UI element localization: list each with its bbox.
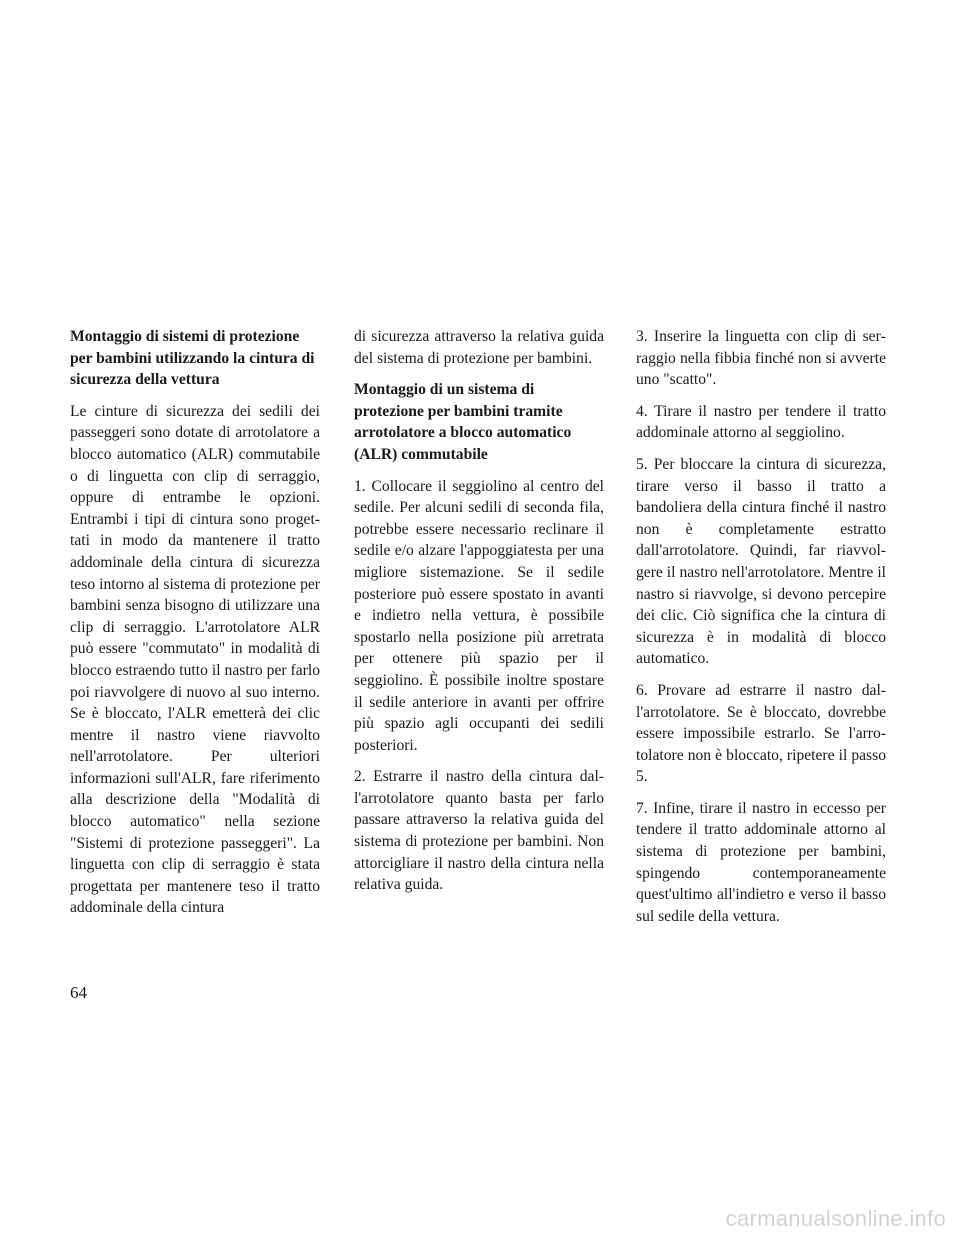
step-3: 3. Inserire la linguetta con clip di serraggio nella fibbia finché non si avverte uno "scatto".	[636, 328, 886, 389]
column-middle	[354, 326, 604, 906]
paragraph-continuation: di sicurezza attraverso la relativa guida del sistema di protezione per bambini.	[354, 328, 604, 367]
step-2: 2. Estrarre il nastro della cintura dall'arrotolatore quanto basta per farlo passare attraverso la relativa guida del sistema di protezione per bambini. Non attorcigliare il nastro della cintura nella relativa guida.	[354, 768, 604, 894]
column-right	[636, 326, 886, 937]
page-number: 64	[70, 983, 87, 1002]
step-5: 5. Per bloccare la cintura di sicurezza, tirare verso il basso il tratto a bandoliera della cintura finché il nastro non è completamente estratto dall'arrotolatore. Quindi, far riavvolgere il nastro nell'arrotolatore. Mentre il nastro si riavvolge, si devono percepire dei clic. Ciò significa che la cintura di sicurezza è in modalità di blocco automatico.	[636, 455, 886, 668]
step-6: 6. Provare ad estrarre il nastro dall'arrotolatore. Se è bloccato, dovrebbe essere impossibile estrarlo. Se l'arrotolatore non è bloccato, ripetere il passo 5.	[636, 681, 886, 786]
watermark: carmanualsonline.info	[725, 1206, 946, 1231]
step-4: 4. Tirare il nastro per tendere il tratto addominale attorno al seggiolino.	[636, 402, 886, 442]
step-1: 1. Collocare il seggiolino al centro del sedile. Per alcuni sedili di seconda fila, potrebbe essere necessario reclinare il sedile e/o alzare l'appoggiatesta per una migliore sistemazione. Se il sedile posteriore può essere spostato in avanti e indietro nella vettura, è possibile spostarlo nella posizione più arretrata per ottenere più spazio per il seggiolino. È possibile inoltre spostare il sedile anteriore in avanti per offrire più spazio agli occupanti dei sedili posteriori.	[354, 477, 604, 754]
paragraph-belt-description: Le cinture di sicurezza dei sedili dei passeggeri sono dotate di arrotolatore a blocco automatico (ALR) commutabile o di linguetta con clip di serraggio, oppure di entrambe le opzioni. Entrambi i tipi di cintura sono progettati in modo da mantenere il tratto addominale della cintura di sicurezza teso intorno al sistema di protezione per bambini senza bisogno di utilizzare una clip di serraggio. L'arrotolatore ALR può essere "commutato" in modalità di blocco estraendo tutto il nastro per farlo poi riavvolgere di nuovo al suo interno. Se è bloccato, l'ALR emetterà dei clic mentre il nastro viene riavvolto nell'arrotolatore. Per ulteriori informazioni sull'ALR, fare riferimento alla descrizione della "Modalità di blocco automatico" nella sezione "Sistemi di protezione passeggeri". La linguetta con clip di serraggio è stata progettata per mantenere teso il tratto addominale della cintura	[70, 402, 320, 917]
step-7: 7. Infine, tirare il nastro in eccesso per tendere il tratto addominale attorno al sistema di protezione per bambini, spingendo contemporaneamente quest'ultimo all'indietro e verso il basso sul sedile della vettura.	[636, 799, 886, 925]
section-heading-alr-mounting: Montaggio di un sistema di protezione per bambini tramite arrotolatore a blocco automatico (ALR) commutabile	[354, 381, 572, 463]
section-heading-mounting-with-vehicle-belt: Montaggio di sistemi di protezione per bambini utilizzando la cintura di sicurezza della vettura	[70, 328, 315, 389]
column-left	[70, 326, 320, 929]
